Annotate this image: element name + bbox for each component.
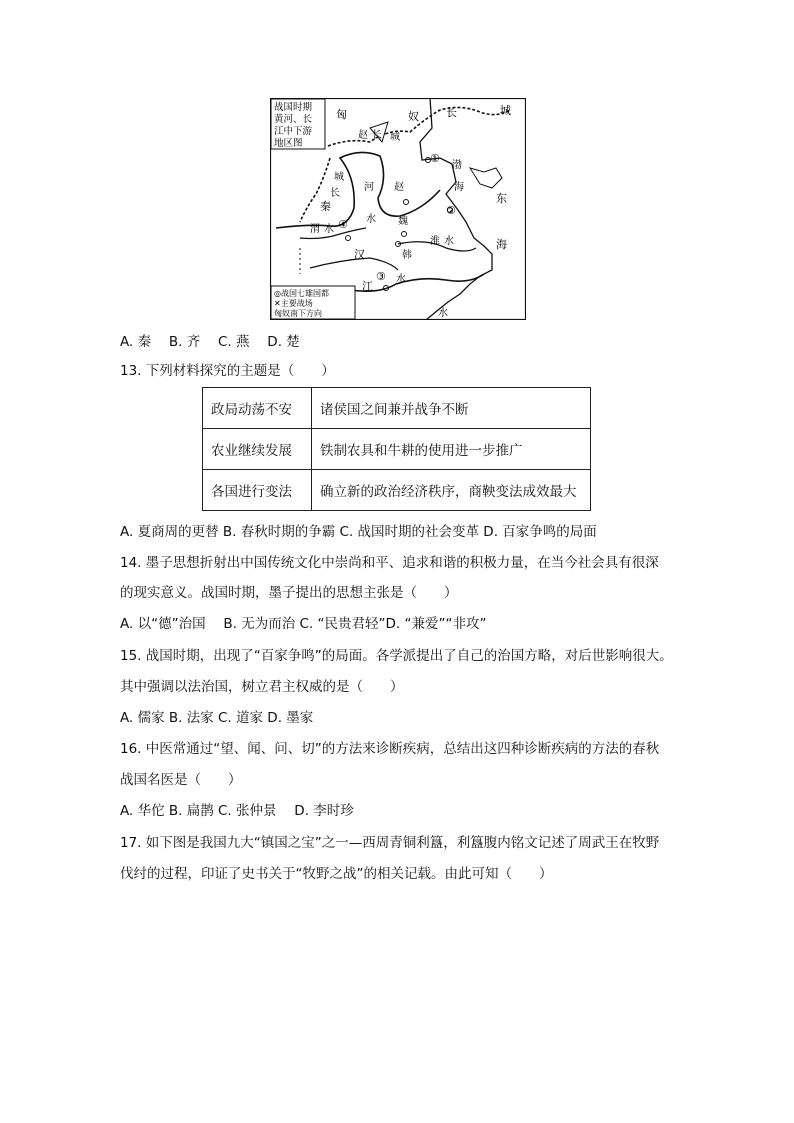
- q13-stem: 13. 下列材料探究的主题是（ ）: [120, 363, 335, 379]
- legend-capital: ◎战国七雄国都: [274, 289, 329, 298]
- table-row: [203, 429, 591, 470]
- label-han-river: 汉: [354, 248, 365, 261]
- q13-material-table: [202, 387, 591, 511]
- q15-line-2: 其中强调以法治国，树立君主权威的是（ ）: [120, 679, 404, 695]
- label-wei-state: 魏: [398, 216, 408, 227]
- legend-battlefield: ✕主要战场: [274, 299, 313, 308]
- table-cell-topic: 农业继续发展: [203, 429, 312, 470]
- q17-line-1: 17. 如下图是我国九大“镇国之宝”之一—西周青铜利簋，利簋腹内铭文记述了周武王在牧野: [120, 835, 660, 851]
- q14-options: A. 以“德”治国 B. 无为而治 C. “民贵君轻”D. “兼爱”“非攻”: [120, 616, 487, 632]
- q14-line-2: 的现实意义。战国时期，墨子提出的思想主张是（ ）: [120, 585, 458, 601]
- q16-line-1: 16. 中医常通过“望、闻、问、切”的方法来诊断疾病，总结出这四种诊断疾病的方法的春秋: [120, 741, 660, 757]
- label-xiong: 匈: [336, 108, 347, 121]
- label-shui: 水: [324, 224, 334, 235]
- map-title-line-1: 战国时期: [274, 102, 313, 113]
- label-hai: 海: [454, 182, 464, 193]
- table-cell-detail: 诸侯国之间兼并战争不断: [312, 388, 591, 429]
- label-chang: 长: [446, 106, 457, 119]
- legend-xiongnu: 匈奴南下方向: [274, 309, 322, 318]
- label-hai-2: 海: [496, 238, 507, 251]
- table-cell-topic: 政局动荡不安: [203, 388, 312, 429]
- warring-states-map: [270, 98, 526, 320]
- label-shui-4: 水: [396, 274, 406, 285]
- map-title-line-4: 地区图: [274, 138, 303, 149]
- label-bo: 渤: [452, 160, 462, 171]
- label-qin: 秦: [320, 200, 331, 213]
- q16-line-2: 战国名医是（ ）: [120, 772, 242, 788]
- q17-line-2: 伐纣的过程，印证了史书关于“牧野之战”的相关记载。由此可知（ ）: [120, 866, 553, 882]
- q13-options: A. 夏商周的更替 B. 春秋时期的争霸 C. 战国时期的社会变革 D. 百家争鸣的局面: [120, 524, 597, 540]
- label-dong: 东: [496, 192, 507, 205]
- marker-3: ③: [376, 270, 386, 283]
- label-han-state: 韩: [402, 250, 412, 261]
- label-huai: 淮: [430, 236, 440, 247]
- map-title-line-3: 江中下游: [274, 126, 313, 137]
- label-cheng-3: 城: [334, 172, 344, 183]
- table-row: [203, 470, 591, 511]
- label-shui-5: 水: [438, 308, 448, 319]
- q14-line-1: 14. 墨子思想折射出中国传统文化中崇尚和平、追求和谐的积极力量，在当今社会具有很深: [120, 555, 659, 571]
- q12-options: A. 秦 B. 齐 C. 燕 D. 楚: [120, 334, 300, 350]
- map-title-line-2: 黄河、长: [274, 114, 313, 125]
- label-zhao-wall: 赵: [358, 130, 368, 141]
- label-chang-3: 长: [330, 188, 340, 199]
- label-cheng-2: 城: [390, 132, 400, 143]
- table-cell-detail: 确立新的政治经济秩序，商鞅变法成效最大: [312, 470, 591, 511]
- q16-options: A. 华佗 B. 扁鹊 C. 张仲景 D. 李时珍: [120, 803, 354, 819]
- label-cheng: 城: [500, 104, 511, 117]
- q15-options: A. 儒家 B. 法家 C. 道家 D. 墨家: [120, 710, 314, 726]
- q15-line-1: 15. 战国时期，出现了“百家争鸣”的局面。各学派提出了自己的治国方略，对后世影响很大。: [120, 648, 673, 664]
- marker-4: ④: [338, 218, 348, 231]
- table-cell-topic: 各国进行变法: [203, 470, 312, 511]
- label-shui-2: 水: [366, 214, 376, 225]
- table-row: [203, 388, 591, 429]
- label-he: 河: [364, 182, 374, 193]
- label-chang-2: 长: [372, 130, 382, 141]
- marker-2: ②: [446, 204, 456, 217]
- table-cell-detail: 铁制农具和牛耕的使用进一步推广: [312, 429, 591, 470]
- label-jiang: 江: [362, 280, 373, 293]
- label-zhao: 赵: [394, 182, 404, 193]
- label-nu: 奴: [408, 110, 419, 123]
- label-wei-river: 渭: [310, 224, 320, 235]
- label-shui-3: 水: [444, 236, 454, 247]
- marker-1: ①: [430, 152, 440, 165]
